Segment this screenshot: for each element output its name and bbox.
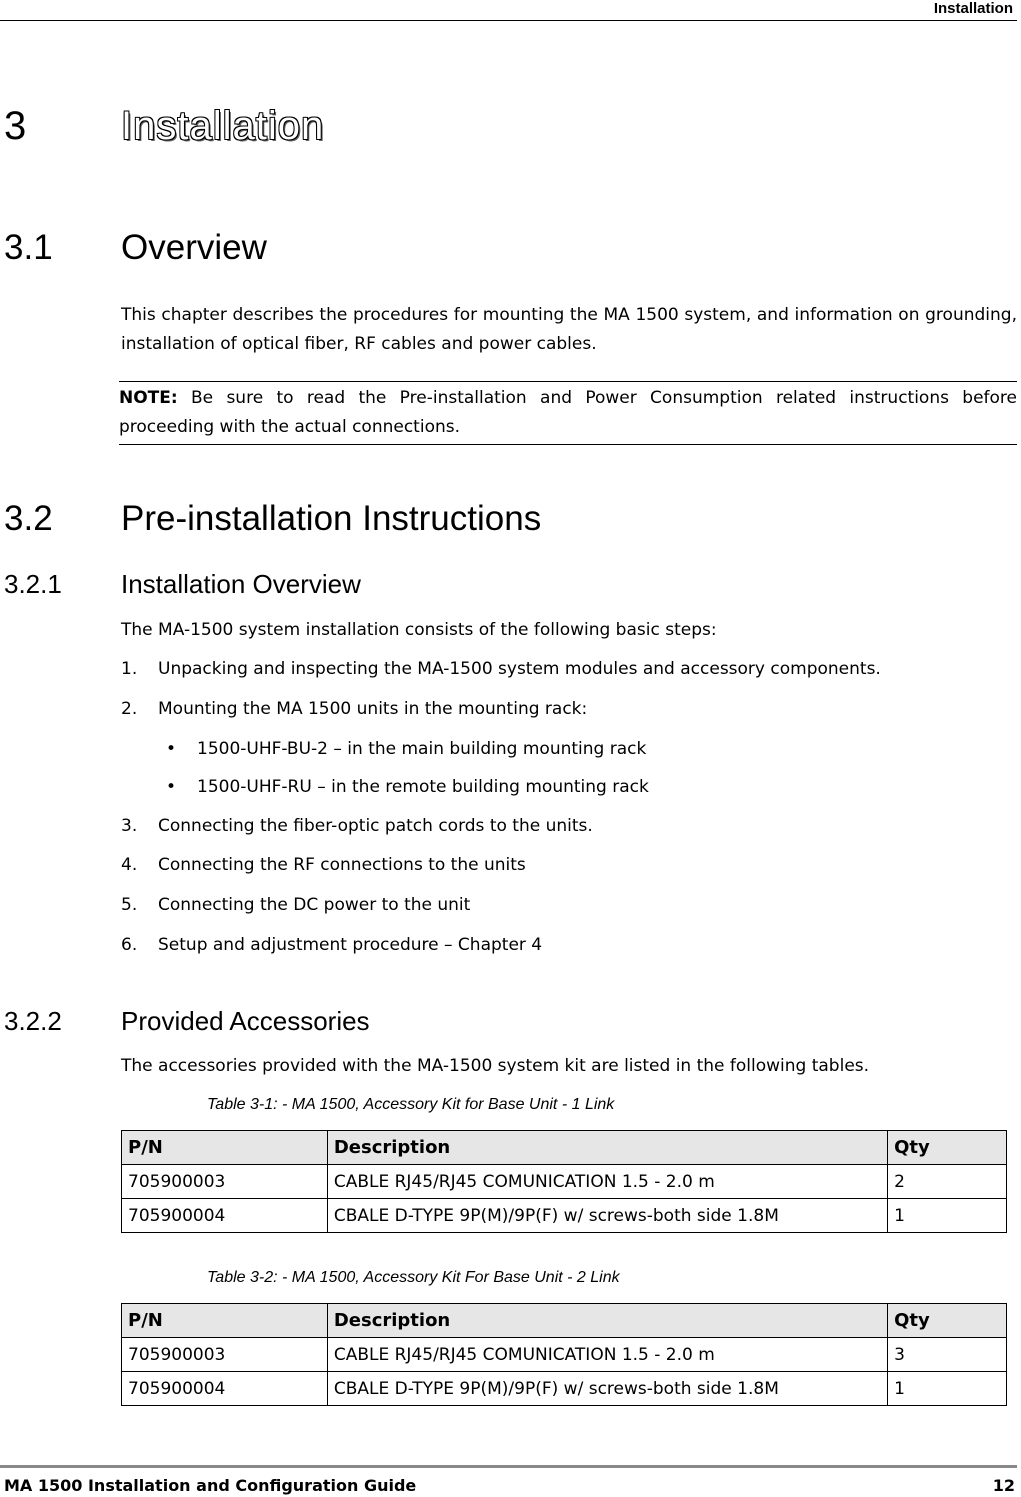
table-row bbox=[122, 1372, 1007, 1406]
cell-pn: 705900003 bbox=[122, 1165, 328, 1199]
install-overview-intro: The MA-1500 system installation consists of the following basic steps: bbox=[121, 620, 717, 640]
section-number-preinstall: 3.2 bbox=[4, 499, 53, 538]
column-header-qty: Qty bbox=[888, 1304, 1007, 1338]
subsection-number-install-overview: 3.2.1 bbox=[4, 569, 62, 599]
chapter-number: 3 bbox=[4, 104, 27, 148]
running-header bbox=[0, 0, 1017, 21]
section-title-preinstall: Pre-installation Instructions bbox=[121, 499, 542, 538]
bullet-text: 1500-UHF-BU-2 – in the main building mounting rack bbox=[197, 739, 647, 759]
step-text: Setup and adjustment procedure – Chapter 4 bbox=[158, 935, 543, 955]
accessory-table-2 bbox=[121, 1303, 1007, 1406]
column-header-pn: P/N bbox=[122, 1304, 328, 1338]
section-number-overview: 3.1 bbox=[4, 228, 53, 267]
step-text: Connecting the RF connections to the units bbox=[158, 855, 526, 875]
cell-description: CBALE D-TYPE 9P(M)/9P(F) w/ screws-both side 1.8M bbox=[327, 1199, 887, 1233]
cell-pn: 705900004 bbox=[122, 1372, 328, 1406]
step-text: Mounting the MA 1500 units in the mounting rack: bbox=[158, 699, 588, 719]
table-row bbox=[122, 1165, 1007, 1199]
cell-qty: 3 bbox=[888, 1338, 1007, 1372]
chapter-title: Installation bbox=[121, 104, 325, 148]
step-number: 3. bbox=[121, 816, 138, 836]
cell-description: CABLE RJ45/RJ45 COMUNICATION 1.5 - 2.0 m bbox=[327, 1165, 887, 1199]
note-text: Be sure to read the Pre-installation and Power Consumption related instructions before proceeding with the actual connections. bbox=[119, 388, 1017, 437]
step-text: Connecting the fiber-optic patch cords to the units. bbox=[158, 816, 593, 836]
section-title-overview: Overview bbox=[121, 228, 267, 267]
cell-pn: 705900003 bbox=[122, 1338, 328, 1372]
cell-qty: 1 bbox=[888, 1199, 1007, 1233]
footer-divider bbox=[0, 1465, 1017, 1468]
cell-pn: 705900004 bbox=[122, 1199, 328, 1233]
column-header-qty: Qty bbox=[888, 1131, 1007, 1165]
subsection-title-accessories: Provided Accessories bbox=[121, 1006, 370, 1036]
step-number: 1. bbox=[121, 659, 138, 679]
bullet-mark: • bbox=[166, 739, 177, 759]
subsection-title-install-overview: Installation Overview bbox=[121, 569, 361, 599]
running-header-title: Installation bbox=[933, 0, 1013, 17]
column-header-description: Description bbox=[327, 1131, 887, 1165]
overview-paragraph: This chapter describes the procedures for mounting the MA 1500 system, and information on grounding, installation of optical fiber, RF cables and power cables. bbox=[121, 305, 1017, 354]
cell-qty: 2 bbox=[888, 1165, 1007, 1199]
step-text: Connecting the DC power to the unit bbox=[158, 895, 471, 915]
cell-qty: 1 bbox=[888, 1372, 1007, 1406]
cell-description: CBALE D-TYPE 9P(M)/9P(F) w/ screws-both side 1.8M bbox=[327, 1372, 887, 1406]
step-text: Unpacking and inspecting the MA-1500 system modules and accessory components. bbox=[158, 659, 881, 679]
accessories-intro: The accessories provided with the MA-1500 system kit are listed in the following tables. bbox=[121, 1056, 870, 1076]
note-box bbox=[119, 381, 1017, 445]
step-number: 6. bbox=[121, 935, 138, 955]
table-caption: Table 3-1: - MA 1500, Accessory Kit for Base Unit - 1 Link bbox=[207, 1096, 615, 1113]
table-caption: Table 3-2: - MA 1500, Accessory Kit For Base Unit - 2 Link bbox=[207, 1269, 620, 1286]
column-header-description: Description bbox=[327, 1304, 887, 1338]
note-label: NOTE: bbox=[119, 388, 178, 408]
table-row bbox=[122, 1338, 1007, 1372]
table-row bbox=[122, 1199, 1007, 1233]
page-number: 12 bbox=[992, 1476, 1015, 1495]
table-header-row bbox=[122, 1304, 1007, 1338]
step-number: 2. bbox=[121, 699, 138, 719]
bullet-mark: • bbox=[166, 777, 177, 797]
step-number: 5. bbox=[121, 895, 138, 915]
column-header-pn: P/N bbox=[122, 1131, 328, 1165]
step-number: 4. bbox=[121, 855, 138, 875]
footer-title: MA 1500 Installation and Configuration Guide bbox=[4, 1476, 417, 1495]
bullet-text: 1500-UHF-RU – in the remote building mounting rack bbox=[197, 777, 649, 797]
subsection-number-accessories: 3.2.2 bbox=[4, 1006, 62, 1036]
table-header-row bbox=[122, 1131, 1007, 1165]
cell-description: CABLE RJ45/RJ45 COMUNICATION 1.5 - 2.0 m bbox=[327, 1338, 887, 1372]
accessory-table-1 bbox=[121, 1130, 1007, 1233]
